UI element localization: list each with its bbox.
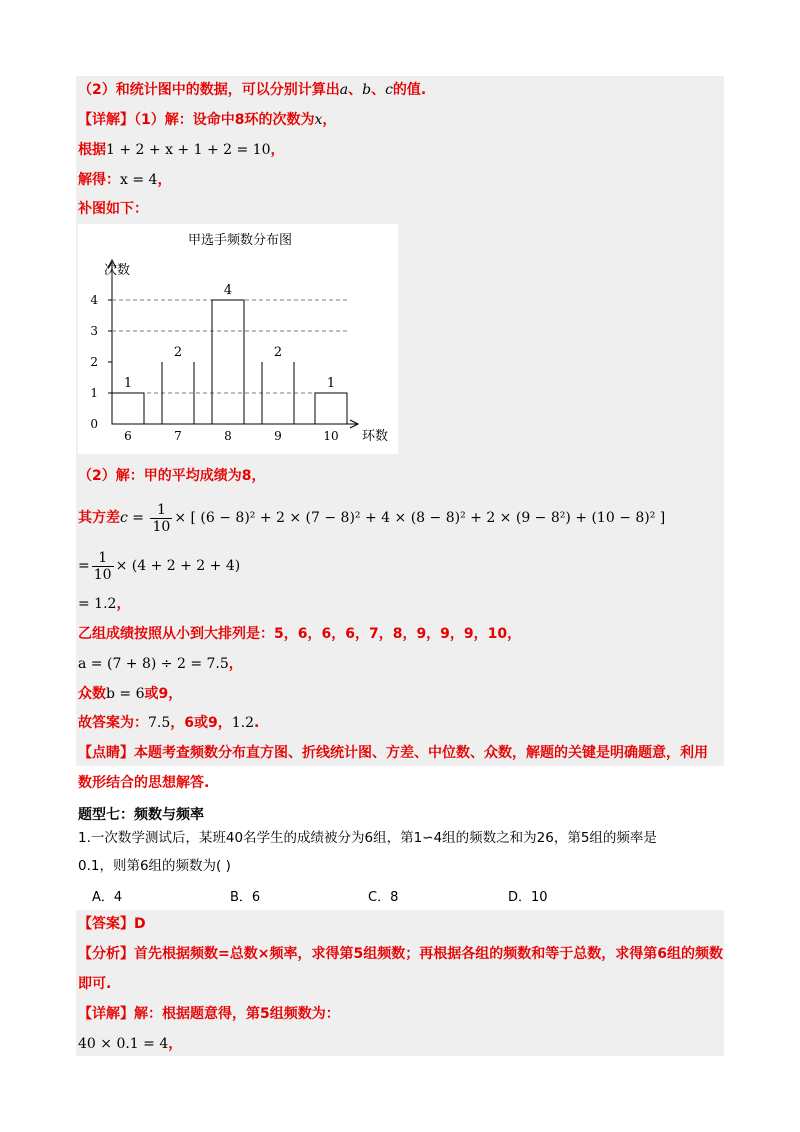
answer-line: 【答案】D — [78, 916, 146, 932]
question-line-2: 0.1，则第6组的频数为( ) — [78, 858, 231, 874]
comment-line-1: 【点睛】本题考查频数分布直方图、折线统计图、方差、中位数、众数，解题的关键是明确题意，利用 — [78, 745, 708, 761]
y-tick-label: 3 — [90, 324, 98, 338]
detail-part1-line: 【详解】（1）解：设命中8环的次数为x， — [78, 112, 337, 128]
question-line-1: 1.一次数学测试后，某班40名学生的成绩被分为6组，第1∽4组的频数之和为26，第5组的频率是 — [78, 830, 657, 846]
equation-line: 根据1 + 2 + x + 1 + 2 = 10， — [78, 142, 285, 158]
frequency-chart-svg — [78, 224, 398, 454]
variance-line: 其方差c = $\frac{1}{10}$ × [ (6 − 8)² + 2 × (7 − 8)² + 4 × (8 − 8)² + 2 × (9 − 8²) + (10 − 8)² ] — [78, 501, 666, 535]
median-line: a = (7 + 8) ÷ 2 = 7.5， — [78, 656, 243, 672]
line-1: （2）和统计图中的数据，可以分别计算出a、b、c的值. — [78, 82, 427, 98]
solve-line: 解得：x = 4， — [78, 172, 172, 188]
fraction: $\frac{1}{10}$ — [152, 501, 171, 535]
x-tick-label: 9 — [274, 429, 282, 443]
y-axis-label: 次数 — [104, 263, 131, 278]
bar-value-label: 2 — [173, 345, 183, 360]
bar-value-label: 1 — [326, 376, 336, 391]
y-tick-label: 1 — [90, 386, 98, 400]
part2-line: （2）解：甲的平均成绩为8， — [78, 468, 266, 484]
variance-step-line: = $\frac{1}{10}$ × (4 + 2 + 2 + 4) — [78, 549, 241, 583]
chart-title: 甲选手频数分布图 — [188, 233, 293, 248]
final-calc-line: 40 × 0.1 = 4， — [78, 1036, 183, 1052]
y-tick-label: 0 — [90, 417, 98, 431]
option-c: C．8 — [368, 890, 399, 905]
option-a: A．4 — [92, 890, 123, 905]
bar — [212, 300, 244, 424]
bar-value-label: 2 — [273, 345, 283, 360]
option-d: D．10 — [508, 890, 548, 905]
bar — [315, 393, 347, 424]
y-tick-label: 2 — [90, 355, 98, 369]
detail-line: 【详解】解：根据题意得，第5组频数为： — [78, 1006, 340, 1022]
option-b: B．6 — [230, 890, 261, 905]
variance-result-line: = 1.2， — [78, 596, 131, 612]
analysis-line-1: 【分析】首先根据频数=总数×频率，求得第5组频数；再根据各组的频数和等于总数，求得第6组的频数 — [78, 946, 723, 962]
analysis-line-2: 即可. — [78, 976, 112, 992]
answer-summary-line: 故答案为：7.5，6或9，1.2. — [78, 715, 260, 731]
mode-line: 众数b = 6或9， — [78, 686, 183, 702]
fraction-2: $\frac{1}{10}$ — [93, 549, 112, 583]
bar — [112, 393, 144, 424]
bar-value-label: 4 — [223, 283, 233, 298]
x-tick-label: 8 — [224, 429, 232, 443]
x-tick-label: 10 — [323, 429, 339, 443]
comment-line-2: 数形结合的思想解答. — [78, 775, 210, 791]
y-tick-label: 4 — [90, 293, 98, 307]
bar-value-label: 1 — [123, 376, 133, 391]
x-tick-label: 7 — [174, 429, 182, 443]
frequency-chart — [78, 224, 398, 454]
sorted-scores-line: 乙组成绩按照从小到大排列是：5，6，6，6，7，8，9，9，9，10， — [78, 626, 522, 642]
fill-chart-line: 补图如下： — [78, 201, 148, 217]
section-title: 题型七：频数与频率 — [78, 807, 204, 823]
x-axis-label: 环数 — [362, 429, 389, 444]
x-tick-label: 6 — [124, 429, 132, 443]
